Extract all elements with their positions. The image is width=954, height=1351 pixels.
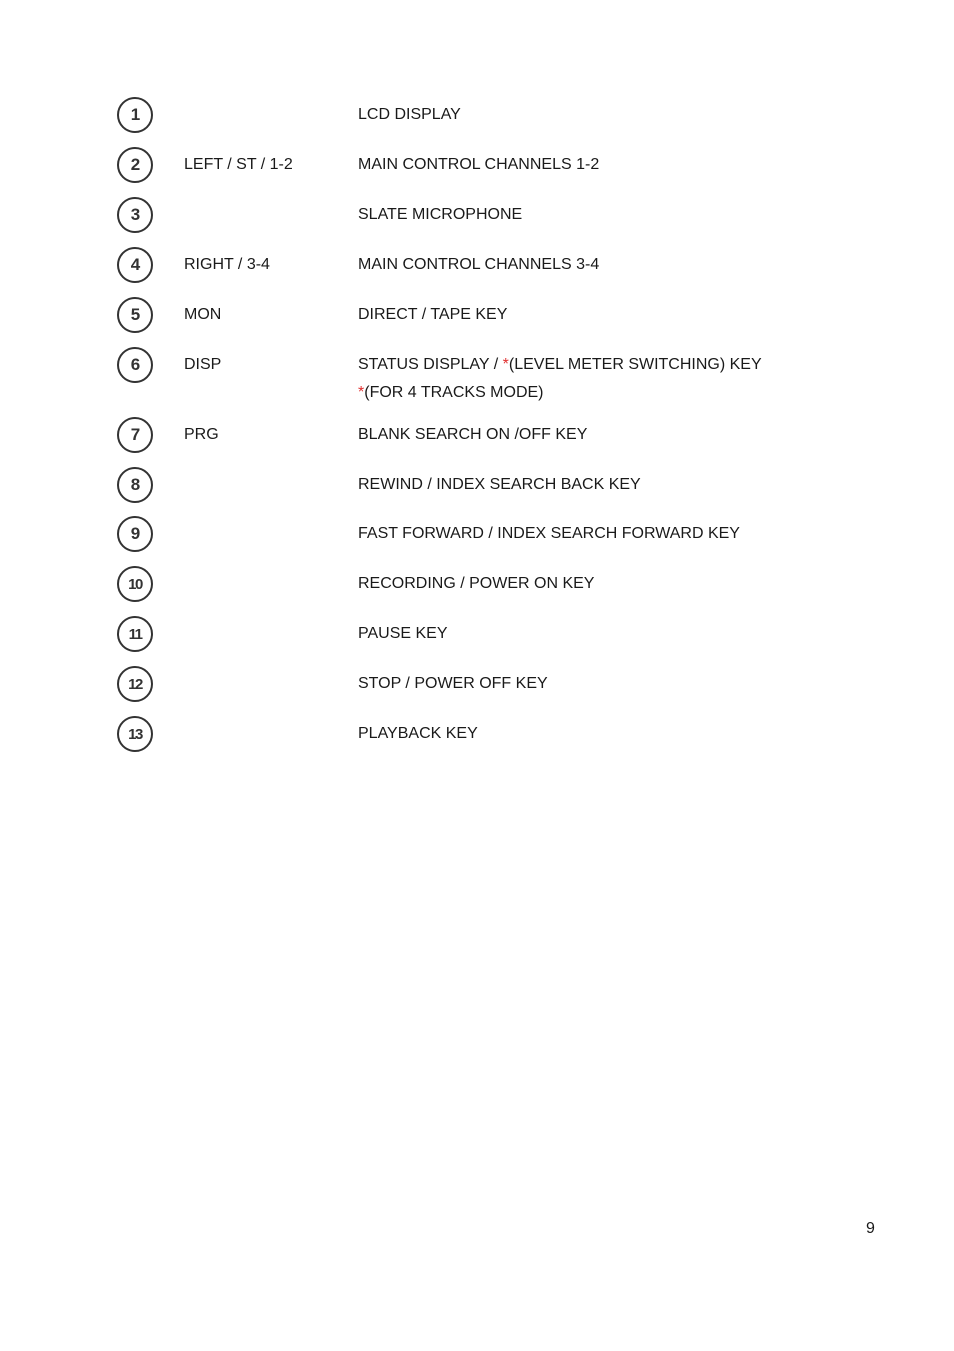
description-prefix: STATUS DISPLAY /: [358, 356, 503, 373]
item-note: [358, 383, 544, 403]
number-badge-3: 3: [117, 197, 153, 233]
item-description: MAIN CONTROL CHANNELS 1-2: [358, 156, 600, 173]
item-label: DISP: [184, 356, 222, 373]
item-label: RIGHT / 3-4: [184, 256, 270, 273]
number-badge-5: 5: [117, 297, 153, 333]
number-badge-4: 4: [117, 247, 153, 283]
item-label: LEFT / ST / 1-2: [184, 156, 293, 173]
number-badge-11: 11: [117, 616, 153, 652]
item-description: BLANK SEARCH ON /OFF KEY: [358, 426, 588, 443]
item-description: MAIN CONTROL CHANNELS 3-4: [358, 256, 600, 273]
number-badge-7: 7: [117, 417, 153, 453]
number-badge-1: 1: [117, 97, 153, 133]
item-label: PRG: [184, 426, 219, 443]
number-badge-10: 10: [117, 566, 153, 602]
item-description: FAST FORWARD / INDEX SEARCH FORWARD KEY: [358, 525, 740, 542]
item-description: [358, 355, 762, 375]
description-suffix: (LEVEL METER SWITCHING) KEY: [508, 356, 762, 373]
asterisk-marker: *: [502, 356, 509, 373]
asterisk-marker: *: [358, 384, 365, 401]
page-number: 9: [866, 1220, 875, 1237]
note-text: (FOR 4 TRACKS MODE): [364, 384, 544, 401]
number-badge-2: 2: [117, 147, 153, 183]
item-description: RECORDING / POWER ON KEY: [358, 575, 595, 592]
number-badge-13: 13: [117, 716, 153, 752]
item-description: LCD DISPLAY: [358, 106, 461, 123]
number-badge-8: 8: [117, 467, 153, 503]
item-description: STOP / POWER OFF KEY: [358, 675, 548, 692]
number-badge-9: 9: [117, 516, 153, 552]
item-label: MON: [184, 306, 222, 323]
item-description: DIRECT / TAPE KEY: [358, 306, 508, 323]
item-description: SLATE MICROPHONE: [358, 206, 523, 223]
item-description: PAUSE KEY: [358, 625, 448, 642]
item-description: PLAYBACK KEY: [358, 725, 478, 742]
item-description: REWIND / INDEX SEARCH BACK KEY: [358, 476, 641, 493]
number-badge-6: 6: [117, 347, 153, 383]
number-badge-12: 12: [117, 666, 153, 702]
